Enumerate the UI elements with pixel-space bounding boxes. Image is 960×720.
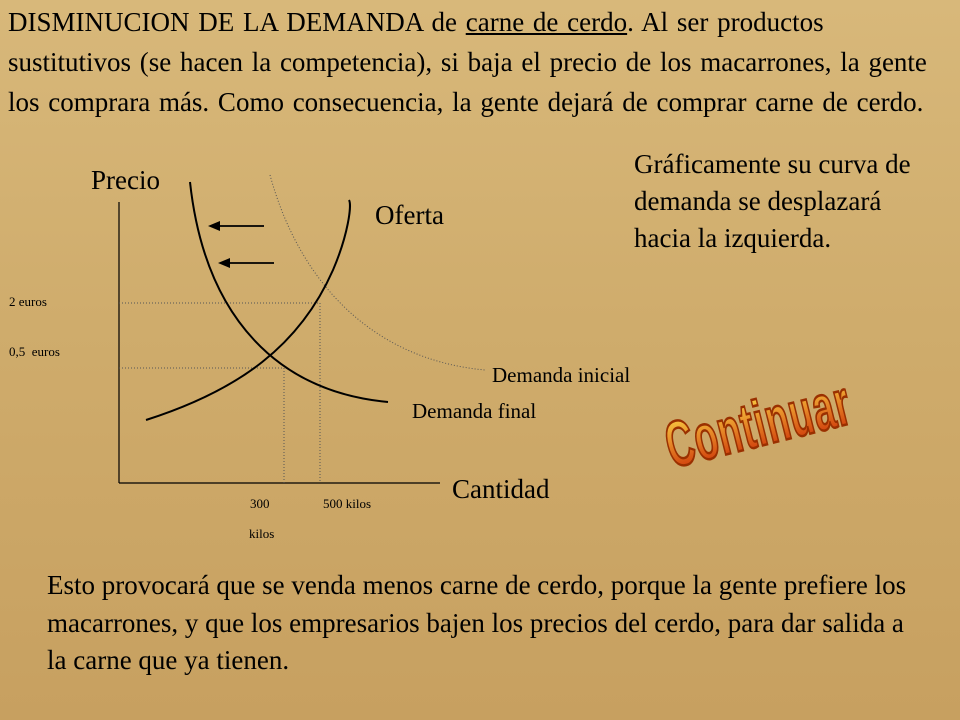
x-tick-label: 500 kilos: [323, 496, 372, 511]
supply-label: Oferta: [375, 200, 444, 230]
initial-demand-label: Demanda inicial: [492, 363, 631, 387]
y-axis-label: Precio: [91, 165, 160, 195]
y-tick-label: 2 euros: [9, 294, 47, 309]
bottom-paragraph: Esto provocará que se venda menos carne de cerdo, porque la gente prefiere los macarrones, y que los empresarios bajen los precios del cerdo, para dar salida a la carne que ya tienen.: [47, 570, 907, 675]
x-tick-label: kilos: [249, 526, 275, 541]
y-tick-label: 0,5 euros: [9, 344, 60, 359]
title-rest: . Al ser productos sustitutivos (se hacen la competencia), si baja el precio de los macarrones, la gente los comprara más. Como consecuencia, la gente dejará de comprar carne de cerdo.: [8, 7, 927, 117]
continue-button[interactable]: [658, 367, 858, 482]
shift-arrow-2: [218, 258, 274, 268]
final-demand-label: Demanda final: [412, 399, 537, 423]
x-axis-label: Cantidad: [452, 474, 550, 504]
title-product: carne de cerdo: [465, 7, 628, 37]
continue-button-label: Continuar: [658, 366, 859, 483]
supply-curve: [146, 200, 350, 420]
side-note: Gráficamente su curva de demanda se desplazará hacia la izquierda.: [634, 149, 911, 253]
shift-arrow-1: [208, 221, 264, 231]
title-heading: DISMINUCION DE LA DEMANDA: [8, 7, 423, 37]
x-tick-label: 300: [250, 496, 270, 511]
final-demand-curve: [190, 182, 388, 402]
title-connector: de: [422, 7, 466, 37]
